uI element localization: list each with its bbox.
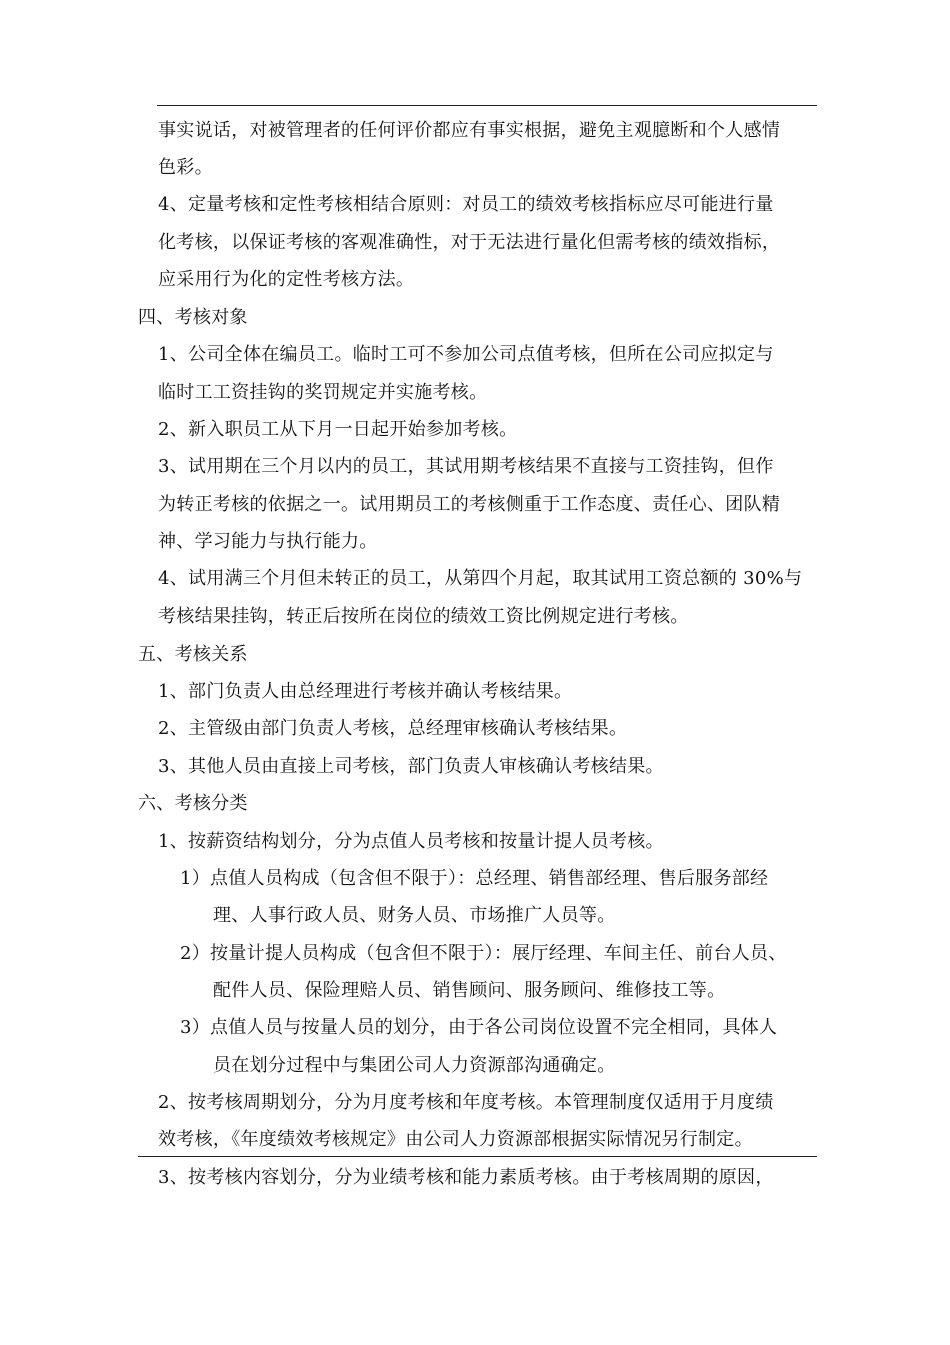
- body-line: 4、试用满三个月但未转正的员工，从第四个月起，取其试用工资总额的 30%与: [158, 568, 803, 589]
- body-line: 事实说话，对被管理者的任何评价都应有事实根据，避免主观臆断和个人感情: [158, 120, 781, 141]
- body-line: 效考核，《年度绩效考核规定》由公司人力资源部根据实际情况另行制定。: [158, 1129, 753, 1150]
- body-line: 1、公司全体在编员工。临时工可不参加公司点值考核，但所在公司应拟定与: [158, 344, 774, 365]
- body-line: 临时工工资挂钩的奖罚规定并实施考核。: [158, 382, 488, 403]
- sub-item-line: 员在划分过程中与集团公司人力资源部沟通确定。: [213, 1055, 616, 1076]
- body-line: 2、新入职员工从下月一日起开始参加考核。: [158, 419, 518, 440]
- sub-item-line: 1）点值人员构成（包含但不限于）：总经理、销售部经理、售后服务部经: [180, 868, 769, 889]
- section-heading: 六、考核分类: [138, 793, 248, 814]
- body-line: 3、其他人员由直接上司考核，部门负责人审核确认考核结果。: [158, 756, 664, 777]
- section-heading: 五、考核关系: [138, 644, 248, 665]
- sub-item-line: 配件人员、保险理赔人员、销售顾问、服务顾问、维修技工等。: [213, 980, 726, 1001]
- page-break-rule: [138, 1156, 817, 1157]
- body-line: 为转正考核的依据之一。试用期员工的考核侧重于工作态度、责任心、团队精: [158, 494, 781, 515]
- section-heading: 四、考核对象: [138, 307, 248, 328]
- body-line: 1、部门负责人由总经理进行考核并确认考核结果。: [158, 681, 573, 702]
- body-line: 3、按考核内容划分，分为业绩考核和能力素质考核。由于考核周期的原因，: [158, 1167, 774, 1188]
- sub-item-line: 2）按量计提人员构成（包含但不限于）：展厅经理、车间主任、前台人员、: [180, 943, 787, 964]
- header-rule: [157, 105, 817, 106]
- body-line: 化考核，以保证考核的客观准确性，对于无法进行量化但需考核的绩效指标，: [158, 232, 781, 253]
- body-line: 神、学习能力与执行能力。: [158, 531, 378, 552]
- body-line: 考核结果挂钩，转正后按所在岗位的绩效工资比例规定进行考核。: [158, 606, 689, 627]
- body-line: 2、按考核周期划分，分为月度考核和年度考核。本管理制度仅适用于月度绩: [158, 1092, 774, 1113]
- body-line: 3、试用期在三个月以内的员工，其试用期考核结果不直接与工资挂钩，但作: [158, 456, 774, 477]
- body-line: 4、定量考核和定性考核相结合原则：对员工的绩效考核指标应尽可能进行量: [158, 194, 774, 215]
- body-line: 应采用行为化的定性考核方法。: [158, 269, 415, 290]
- sub-item-line: 理、人事行政人员、财务人员、市场推广人员等。: [213, 905, 616, 926]
- body-line: 1、按薪资结构划分，分为点值人员考核和按量计提人员考核。: [158, 831, 664, 852]
- sub-item-line: 3）点值人员与按量人员的划分，由于各公司岗位设置不完全相同，具体人: [180, 1017, 778, 1038]
- body-line: 色彩。: [158, 157, 213, 178]
- body-line: 2、主管级由部门负责人考核，总经理审核确认考核结果。: [158, 718, 628, 739]
